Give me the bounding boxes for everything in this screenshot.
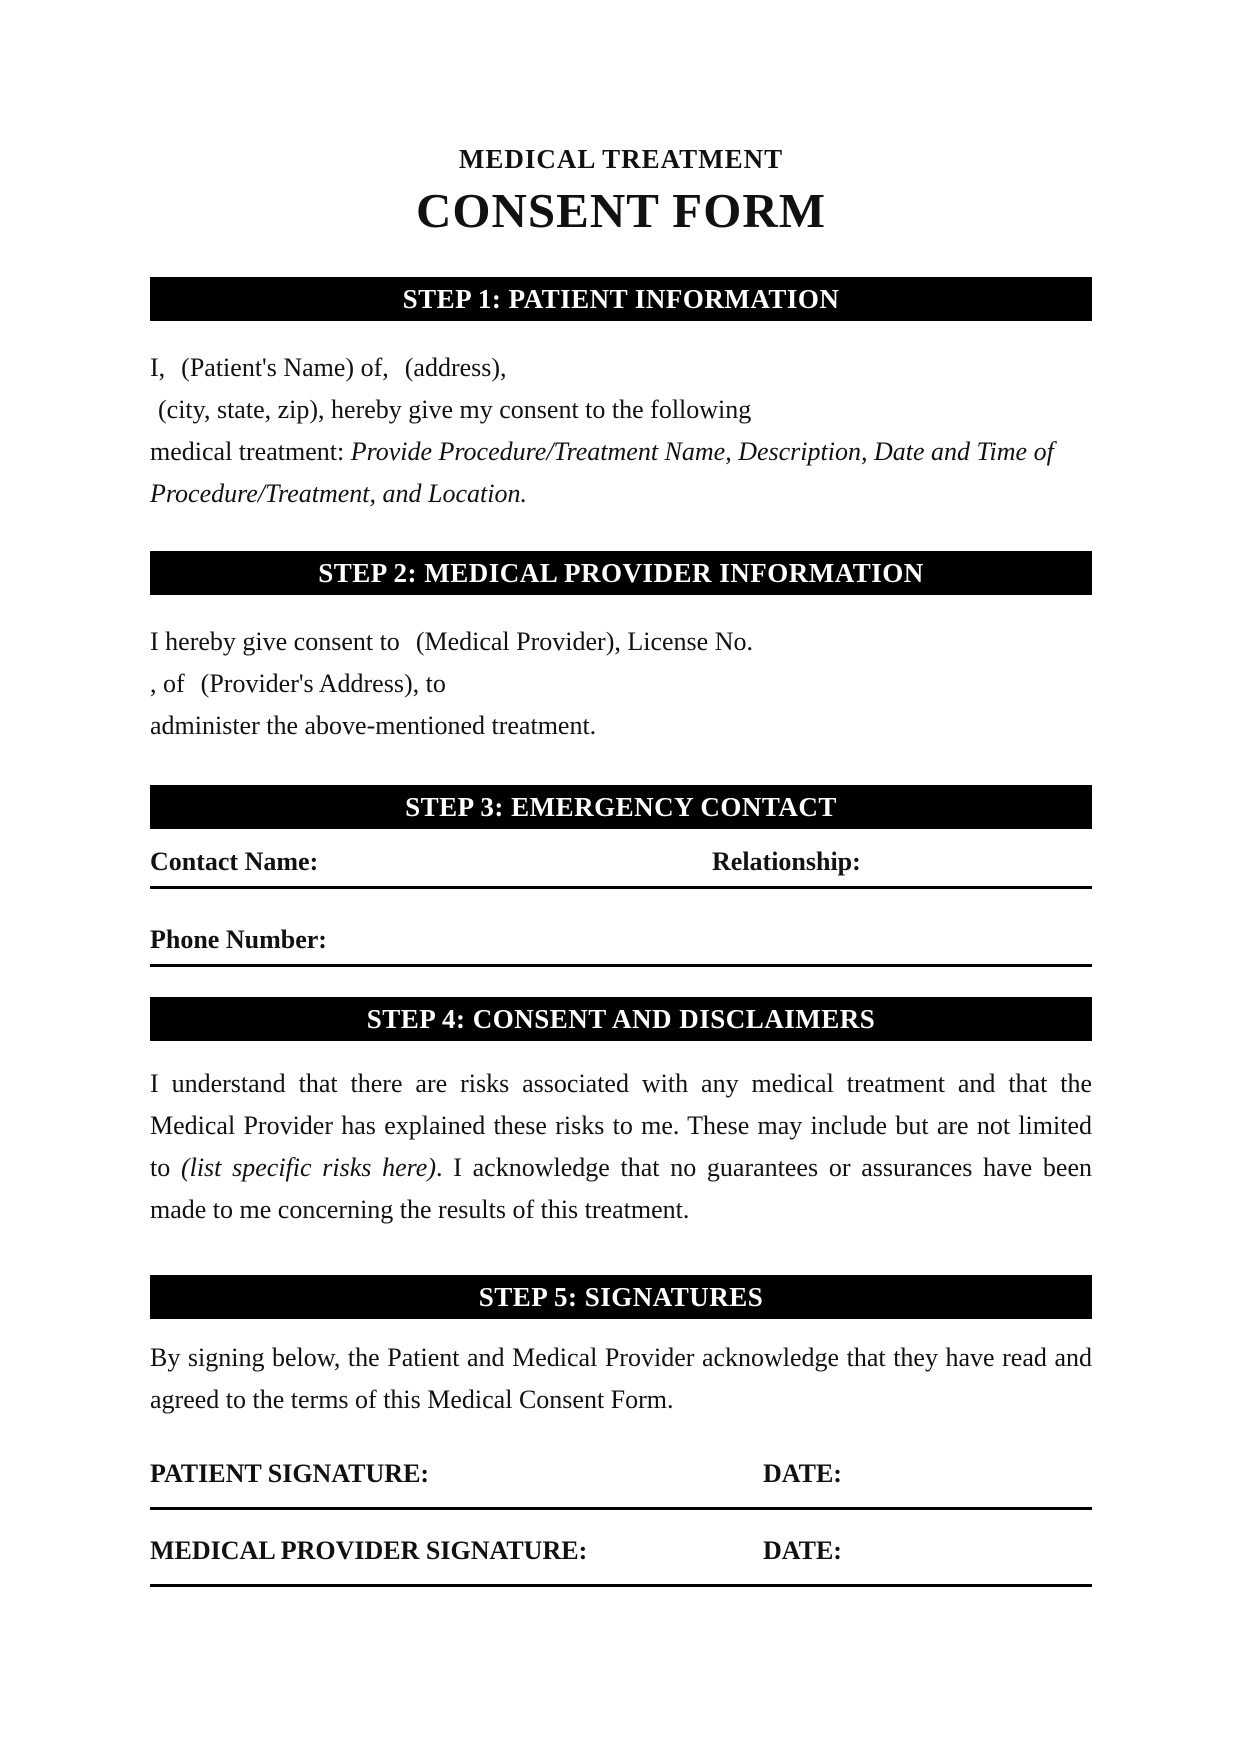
step1-line2-text: (city, state, zip), hereby give my consent to the following (158, 395, 752, 424)
document-supertitle: MEDICAL TREATMENT (458, 144, 784, 174)
provider-signature-row (150, 1530, 1092, 1587)
step3-header: STEP 3: EMERGENCY CONTACT (150, 785, 1092, 829)
step1-line1-mid: (Patient's Name) of, (181, 353, 389, 382)
step1-line1 (150, 347, 1092, 389)
step1-line1-end: (address), (404, 353, 507, 382)
disclaimer-text-start: I understand that there are risks associated with any medical treatment and that the Medical Provider has explained these risks to me. These may include but are not limited to (150, 1069, 1092, 1182)
step2-header: STEP 2: MEDICAL PROVIDER INFORMATION (150, 551, 1092, 595)
step1-header: STEP 1: PATIENT INFORMATION (150, 277, 1092, 321)
relationship-label: Relationship: (712, 847, 861, 876)
step2-line3: administer the above-mentioned treatment. (150, 711, 597, 740)
step1-line2 (150, 389, 1092, 431)
step2-line2 (150, 663, 1092, 705)
step5-header: STEP 5: SIGNATURES (150, 1275, 1092, 1319)
step1-line3-pre: medical treatment: (150, 437, 351, 466)
contact-row (150, 841, 1092, 889)
risks-instruction-italic: (list specific risks here) (180, 1153, 436, 1182)
step2-line1 (150, 621, 1092, 663)
step4-header: STEP 4: CONSENT AND DISCLAIMERS (150, 997, 1092, 1041)
phone-number-label: Phone Number: (150, 925, 327, 954)
disclaimer-text-end: . I acknowledge that no guarantees or assurances have been made to me concerning the results of this treatment. (150, 1153, 1092, 1224)
step2-line1-end: (Medical Provider), License No. (415, 627, 753, 656)
treatment-instruction-italic: Provide Procedure/Treatment Name, Description, Date and Time of (350, 437, 1054, 466)
step2-line1-pre: I hereby give consent to (150, 627, 400, 656)
provider-signature-label: MEDICAL PROVIDER SIGNATURE: (150, 1536, 588, 1565)
phone-row (150, 919, 1092, 967)
contact-name-label: Contact Name: (150, 847, 319, 876)
provider-date-label: DATE: (763, 1536, 842, 1565)
step1-line3 (150, 431, 1092, 473)
step1-line1-pre: I, (150, 353, 166, 382)
treatment-instruction-italic-cont: Procedure/Treatment, and Location. (150, 479, 527, 508)
step5-intro: By signing below, the Patient and Medical Provider acknowledge that they have read and agreed to the terms of this Medical Consent Form. (150, 1343, 1092, 1414)
step2-line2-mid: , of (150, 669, 185, 698)
step1-line4 (150, 473, 1092, 515)
document-title: CONSENT FORM (416, 183, 826, 238)
patient-signature-row (150, 1453, 1092, 1510)
step2-line2-end: (Provider's Address), to (200, 669, 446, 698)
patient-signature-label: PATIENT SIGNATURE: (150, 1459, 430, 1488)
patient-date-label: DATE: (763, 1459, 842, 1488)
step4-paragraph (150, 1063, 1092, 1231)
